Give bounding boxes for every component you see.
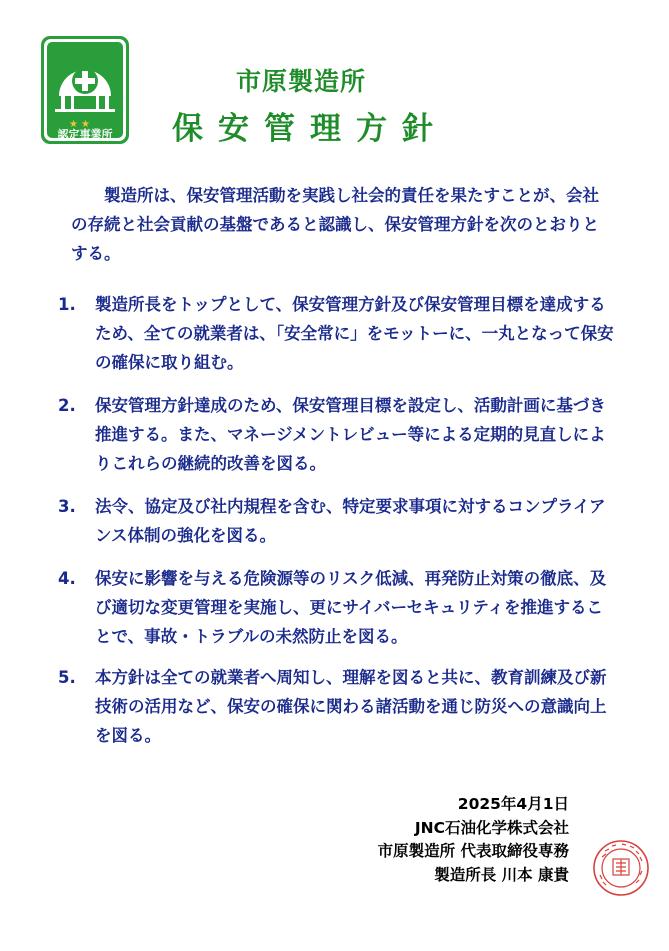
signature-company: JNC石油化学株式会社 <box>414 818 569 837</box>
item-number: 3. <box>58 497 76 516</box>
signature-date: 2025年4月1日 <box>457 795 569 813</box>
svg-text:★: ★ <box>69 119 78 130</box>
policy-item <box>58 391 616 478</box>
logo-badge-text: 認定事業所 <box>57 128 113 141</box>
item-number: 5. <box>58 668 76 687</box>
signature-block <box>378 793 569 887</box>
policy-item <box>58 290 616 377</box>
item-text: 製造所長をトップとして、保安管理方針及び保安管理目標を達成するため、全ての就業者は、「安全常に」をモットーに、一丸となって保安の確保に取り組む。 <box>95 295 614 372</box>
item-text: 法令、協定及び社内規程を含む、特定要求事項に対するコンプライアンス体制の強化を図る。 <box>95 497 606 545</box>
signature-position: 市原製造所 代表取締役専務 <box>377 842 569 860</box>
company-seal-stamp <box>592 839 650 897</box>
policy-title: 保安管理方針 <box>172 111 448 147</box>
policy-item <box>58 564 616 651</box>
svg-text:★: ★ <box>81 119 90 130</box>
policy-list <box>58 290 616 764</box>
item-number: 2. <box>58 396 76 415</box>
intro-text: 製造所は、保安管理活動を実践し社会的責任を果たすことが、会社の存続と社会貢献の基盤であると認識し、保安管理方針を次のとおりとする。 <box>71 186 599 263</box>
item-number: 4. <box>58 569 76 588</box>
item-text: 保安に影響を与える危険源等のリスク低減、再発防止対策の徹底、及び適切な変更管理を実施し、更にサイバーセキュリティを推進することで、事故・トラブルの未然防止を図る。 <box>95 569 607 646</box>
item-text: 保安管理方針達成のため、保安管理目標を設定し、活動計画に基づき推進する。また、マネージメントレビュー等による定期的見直しによりこれらの継続的改善を図る。 <box>95 396 606 473</box>
intro-paragraph <box>71 181 611 268</box>
policy-item <box>58 663 616 750</box>
policy-item <box>58 492 616 550</box>
item-text: 本方針は全ての就業者へ周知し、理解を図ると共に、教育訓練及び新技術の活用など、保安の確保に関わる諸活動を通じ防災への意識向上を図る。 <box>95 668 607 745</box>
certified-site-logo <box>41 36 129 144</box>
site-title: 市原製造所 <box>236 67 367 96</box>
signature-name: 製造所長 川本 康貴 <box>434 865 569 884</box>
item-number: 1. <box>58 295 76 314</box>
